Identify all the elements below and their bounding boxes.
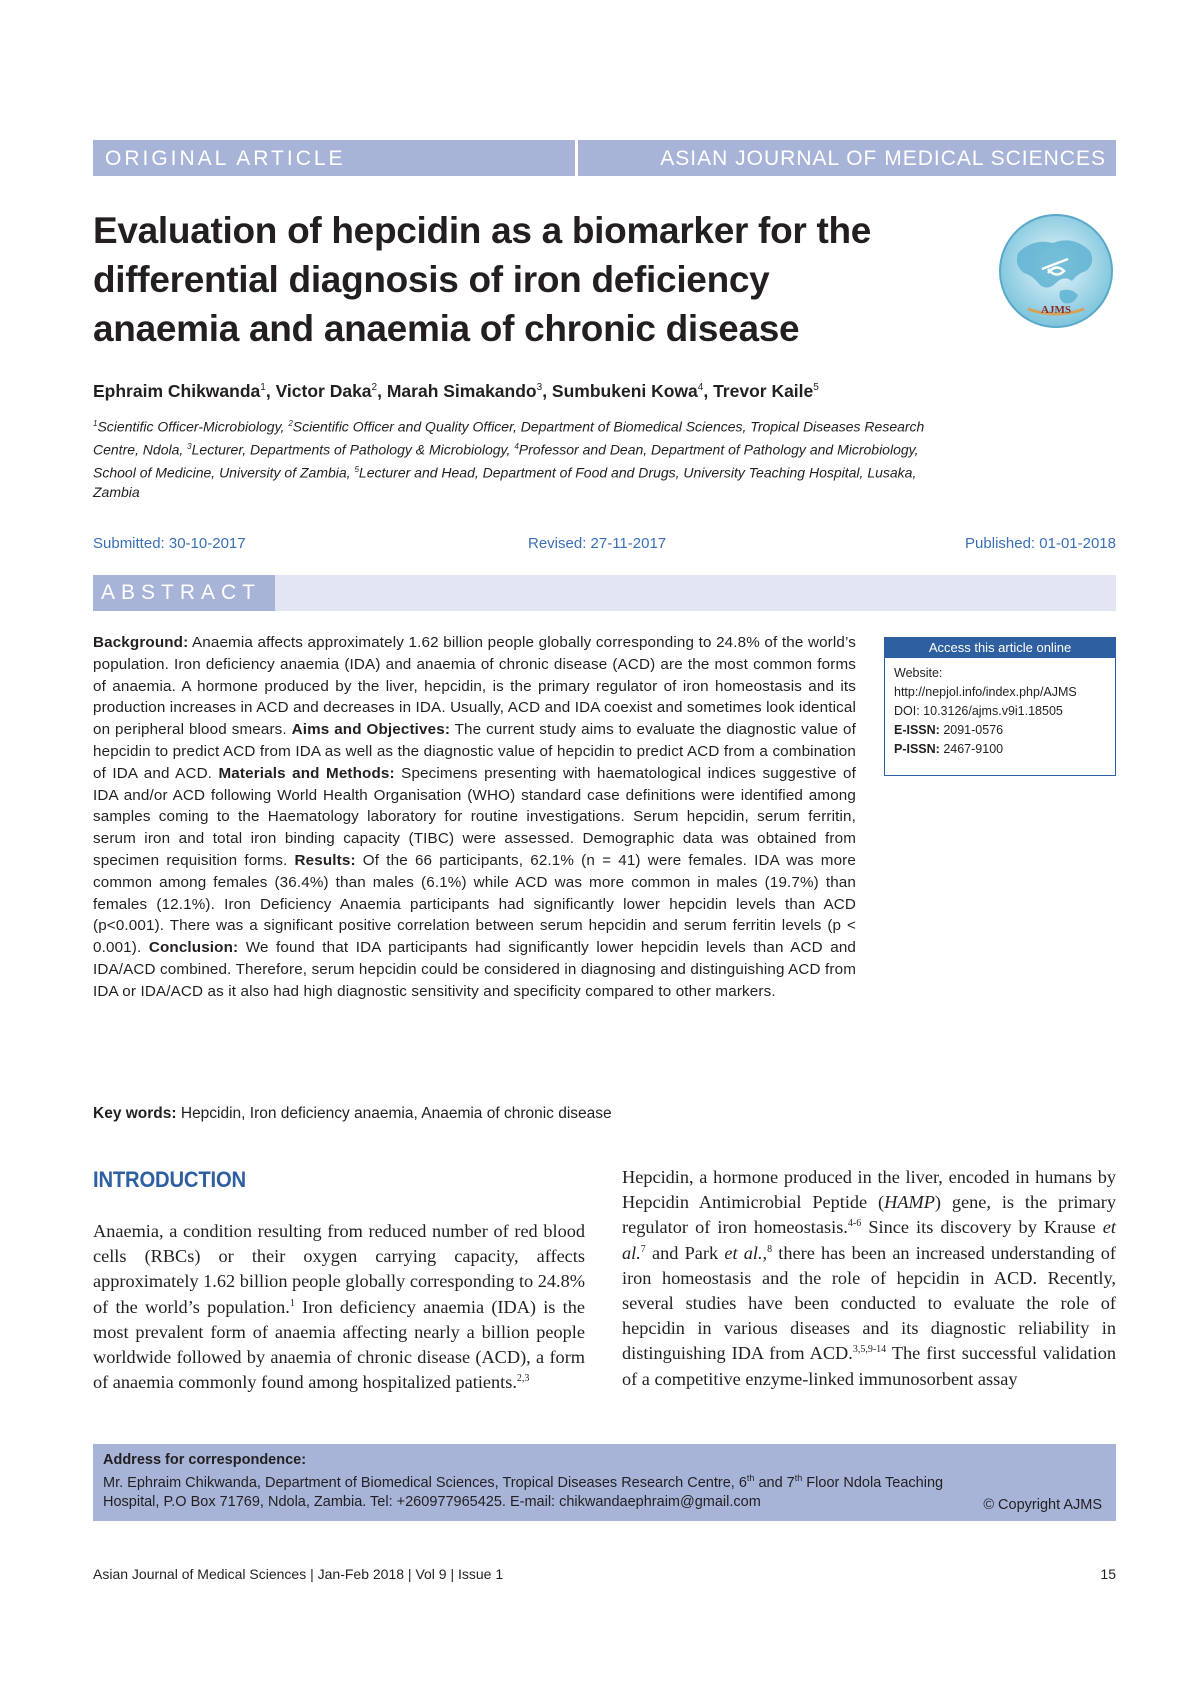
abstract-section-label: Results:: [294, 851, 356, 869]
italic-text: HAMP: [884, 1192, 935, 1213]
italic-text: et al.,: [724, 1242, 768, 1263]
author-affiliation-mark: 2: [371, 382, 378, 394]
journal-logo: [998, 213, 1114, 329]
body-text: there has been an increased understanding of iron homeostasis and the role of hepcidin in ACD. Recently, several studies have been conducted to evaluate the role of hepcidin in various diseases and its diagnostic reliability in distinguishing IDA from ACD.: [622, 1242, 1117, 1364]
article-url-link[interactable]: http://nepjol.info/index.php/AJMS: [894, 685, 1077, 699]
website-label: Website:: [894, 666, 943, 680]
banner-divider: [575, 140, 578, 176]
abstract-section-text: We found that IDA participants had significantly lower hepcidin levels than ACD and IDA/ACD combined. Therefore, serum hepcidin could be considered in diagnosing and distinguishing ACD from IDA or IDA/ACD as it also had high diagnostic sensitivity and specificity compared to other markers.: [93, 939, 857, 1000]
affiliation-text: Professor and Dean, Department of Pathology and Microbiology, School of Medicine, University of Zambia,: [93, 441, 919, 481]
correspondence-box: [93, 1444, 1116, 1521]
affiliation-text: Scientific Officer and Quality Officer, Department of Biomedical Sciences, Tropical Diseases Research Centre, Ndola,: [93, 418, 925, 458]
citation-reference: 7: [640, 1243, 646, 1255]
citation-reference: 8: [767, 1243, 773, 1255]
submitted-date: Submitted: 30-10-2017: [93, 535, 246, 552]
body-text: Iron deficiency anaemia (IDA) is the most prevalent form of anaemia affecting nearly a billion people worldwide followed by anaemia of chronic disease (ACD), a form of anaemia commonly found among hospitalized patients.: [93, 1296, 585, 1393]
keywords-text: Hepcidin, Iron deficiency anaemia, Anaemia of chronic disease: [176, 1105, 612, 1122]
correspondence-line-2: Hospital, P.O Box 71769, Ndola, Zambia. Tel: +260977965425. E-mail: chikwandaephraim@gmail.com: [103, 1494, 761, 1511]
author-affiliation-mark: 1: [260, 382, 266, 394]
body-text: Hepcidin, a hormone produced in the liver, encoded in humans by Hepcidin Antimicrobial Peptide (: [622, 1167, 1116, 1213]
abstract-section-text: The current study aims to evaluate the diagnostic value of hepcidin to predict ACD from IDA as well as the diagnostic value of hepcidin to predict ACD from a combination of IDA and ACD.: [93, 721, 856, 782]
correspondence-heading: Address for correspondence:: [103, 1452, 307, 1468]
pissn-value: 2467-9100: [939, 742, 1004, 756]
affiliation-text: Scientific Officer-Microbiology,: [97, 418, 289, 435]
author-name: Trevor Kaile: [713, 381, 814, 401]
author-list: [93, 381, 819, 402]
author-name: Marah Simakando: [386, 381, 537, 401]
citation-reference: 1: [289, 1297, 295, 1309]
author-name: Victor Daka: [275, 381, 372, 401]
body-text: ) gene, is the primary regulator of iron homeostasis.: [622, 1192, 1116, 1238]
author-affiliation-mark: 4: [697, 382, 704, 394]
affiliation-text: Lecturer and Head, Department of Food and Drugs, University Teaching Hospital, Lusaka, Zambia: [93, 464, 917, 501]
correspondence-line-1: Mr. Ephraim Chikwanda, Department of Biomedical Sciences, Tropical Diseases Research Centre, 6th and 7th Floor Ndola Teaching: [103, 1473, 944, 1491]
abstract-header-bar: [93, 575, 1116, 611]
citation-reference: 2,3: [516, 1373, 530, 1385]
italic-text: et al.: [622, 1217, 1116, 1263]
abstract-text: [93, 632, 856, 1003]
logo-text: AJMS: [1041, 304, 1071, 316]
keywords: [93, 1105, 612, 1123]
footer-citation: Asian Journal of Medical Sciences | Jan-Feb 2018 | Vol 9 | Issue 1: [93, 1566, 504, 1582]
author-name: Sumbukeni Kowa: [551, 381, 698, 401]
abstract-section-label: Materials and Methods:: [218, 764, 395, 782]
affiliation-number: 3: [187, 442, 192, 452]
citation-reference: 3,5,9-14: [852, 1344, 887, 1356]
body-text: and Park: [645, 1242, 725, 1263]
author-separator: ,: [542, 381, 552, 401]
article-title: Evaluation of hepcidin as a biomarker for the differential diagnosis of iron deficiency anaemia and anaemia of chronic disease: [93, 210, 872, 349]
pissn-label: P-ISSN:: [894, 742, 940, 756]
author-separator: ,: [377, 381, 387, 401]
top-banner: [93, 140, 1116, 176]
journal-name-label: ASIAN JOURNAL OF MEDICAL SCIENCES: [660, 147, 1106, 170]
introduction-heading: INTRODUCTION: [93, 1167, 246, 1192]
affiliation-number: 2: [288, 419, 293, 428]
affiliation-number: 1: [93, 419, 98, 428]
access-article-box: [884, 637, 1116, 776]
revised-date: Revised: 27-11-2017: [528, 535, 667, 552]
copyright-text: © Copyright AJMS: [983, 1497, 1102, 1513]
pissn-row: [885, 740, 1115, 759]
affiliation-number: 4: [514, 442, 519, 452]
published-date: Published: 01-01-2018: [965, 535, 1116, 552]
article-type-label: ORIGINAL ARTICLE: [105, 147, 346, 170]
author-separator: ,: [265, 381, 276, 401]
body-text: Anaemia, a condition resulting from reduced number of red blood cells (RBCs) or their oxygen carrying capacity, affects approximately 1.62 billion people globally corresponding to 24.8% of the world’s population.: [93, 1221, 585, 1317]
author-separator: ,: [703, 381, 714, 401]
eissn-row: [885, 721, 1115, 740]
eissn-value: 2091-0576: [939, 723, 1004, 737]
keywords-label: Key words:: [93, 1105, 177, 1122]
body-text: The first successful validation of a competitive enzyme-linked immunosorbent assay: [622, 1343, 1117, 1389]
abstract-label: ABSTRACT: [93, 575, 275, 611]
citation-reference: 4-6: [847, 1218, 862, 1230]
abstract-section-text: Of the 66 participants, 62.1% (n = 41) were females. IDA was more common among females (36.4%) than males (6.1%) while ACD was more common in males (19.7%) than females (12.1%). Iron Deficiency Anaemia participants had significantly lower hepcidin levels than ACD (p<0.001). There was a significant positive correlation between serum hepcidin and serum ferritin levels (p < 0.001).: [93, 851, 856, 957]
abstract-section-text: Specimens presenting with haematological indices suggestive of IDA and/or ACD following World Health Organisation (WHO) standard case definitions were identified among samples coming to the Haematology laboratory for routine investigations. Serum hepcidin, serum ferritin, serum iron and total iron binding capacity (TIBC) were assessed. Demographic data was obtained from specimen requisition forms.: [93, 764, 856, 869]
abstract-section-label: Background:: [93, 634, 189, 651]
eissn-label: E-ISSN:: [894, 723, 940, 737]
abstract-section-label: Conclusion:: [148, 939, 239, 957]
intro-left-column: [93, 1219, 585, 1395]
author-name: Ephraim Chikwanda: [93, 381, 261, 401]
doi-text: DOI: 10.3126/ajms.v9i1.18505: [894, 704, 1063, 718]
body-text: Since its discovery by Krause: [861, 1217, 1103, 1238]
author-affiliation-mark: 3: [536, 382, 543, 394]
access-heading: Access this article online: [885, 638, 1115, 658]
author-affiliation-mark: 5: [813, 382, 819, 394]
affiliation-text: Lecturer, Departments of Pathology & Microbiology,: [191, 441, 515, 458]
abstract-section-text: Anaemia affects approximately 1.62 billion people globally corresponding to 24.8% of the world’s population. Iron deficiency anaemia (IDA) and anaemia of chronic disease (ACD) are the most common forms of anaemia. A hormone produced by the liver, hepcidin, is the primary regulator of iron homeostasis and its production increases in ACD and decreases in IDA. Usually, ACD and IDA coexist and sometimes look identical on peripheral blood smears.: [93, 634, 856, 739]
affiliations: [93, 414, 953, 503]
abstract-section-label: Aims and Objectives:: [291, 721, 451, 739]
page-number: 15: [1100, 1566, 1116, 1582]
affiliation-number: 5: [354, 465, 359, 475]
intro-right-column: [622, 1165, 1116, 1392]
